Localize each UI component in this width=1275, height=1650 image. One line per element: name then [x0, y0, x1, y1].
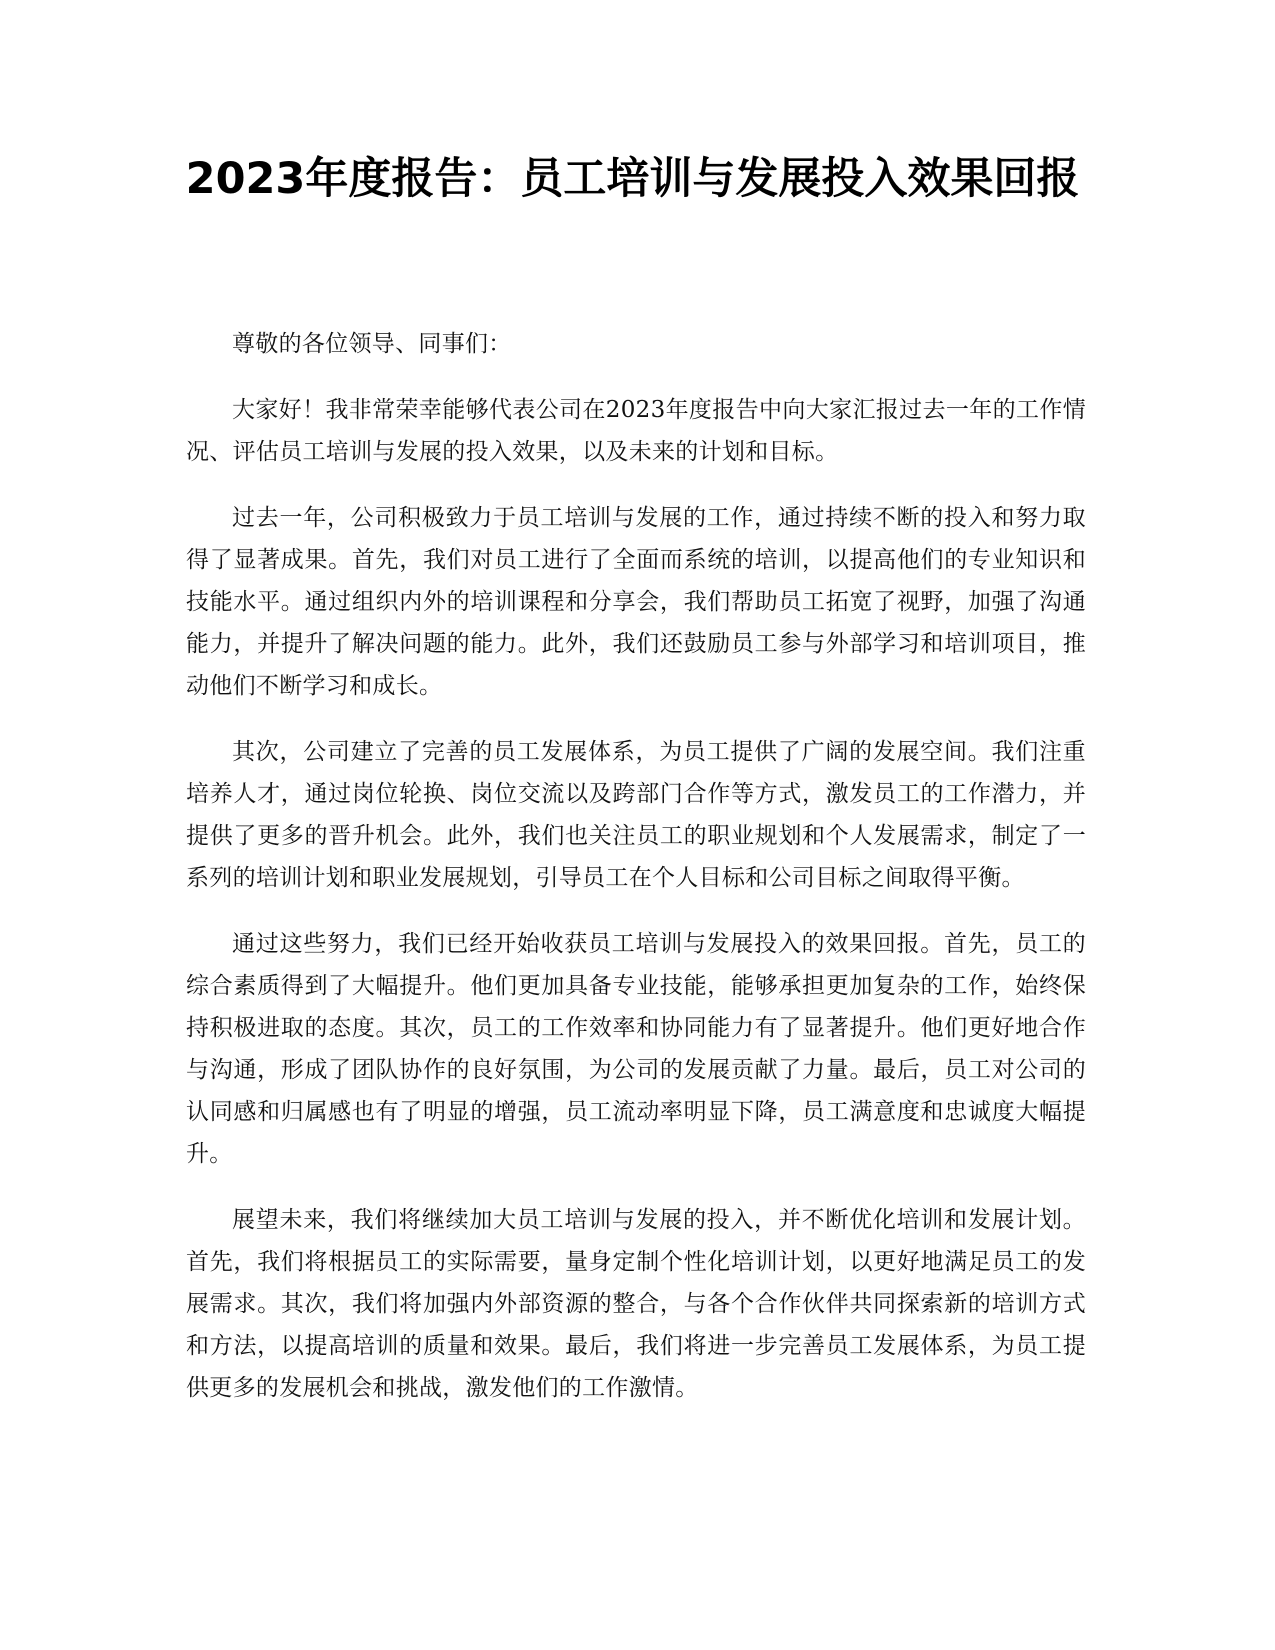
paragraph-returns: 通过这些努力，我们已经开始收获员工培训与发展投入的效果回报。首先，员工的综合素质得到了大幅提升。他们更加具备专业技能，能够承担更加复杂的工作，始终保持积极进取的态度。其次，员工的工作效率和协同能力有了显著提升。他们更好地合作与沟通，形成了团队协作的良好氛围，为公司的发展贡献了力量。最后，员工对公司的认同感和归属感也有了明显的增强，员工流动率明显下降，员工满意度和忠诚度大幅提升。 [186, 931, 1086, 1167]
paragraph-training: 过去一年，公司积极致力于员工培训与发展的工作，通过持续不断的投入和努力取得了显著成果。首先，我们对员工进行了全面而系统的培训，以提高他们的专业知识和技能水平。通过组织内外的培训课程和分享会，我们帮助员工拓宽了视野，加强了沟通能力，并提升了解决问题的能力。此外，我们还鼓励员工参与外部学习和培训项目，推动他们不断学习和成长。 [186, 505, 1086, 699]
document-title: 2023年度报告：员工培训与发展投入效果回报 [185, 154, 1080, 204]
paragraph-intro: 大家好！我非常荣幸能够代表公司在2023年度报告中向大家汇报过去一年的工作情况、评估员工培训与发展的投入效果，以及未来的计划和目标。 [186, 397, 1086, 465]
document-body [186, 323, 1086, 1433]
paragraph-greeting: 尊敬的各位领导、同事们： [232, 331, 512, 357]
paragraph-development-system: 其次，公司建立了完善的员工发展体系，为员工提供了广阔的发展空间。我们注重培养人才，通过岗位轮换、岗位交流以及跨部门合作等方式，激发员工的工作潜力，并提供了更多的晋升机会。此外，我们也关注员工的职业规划和个人发展需求，制定了一系列的培训计划和职业发展规划，引导员工在个人目标和公司目标之间取得平衡。 [186, 739, 1086, 891]
paragraph-outlook: 展望未来，我们将继续加大员工培训与发展的投入，并不断优化培训和发展计划。首先，我们将根据员工的实际需要，量身定制个性化培训计划，以更好地满足员工的发展需求。其次，我们将加强内外部资源的整合，与各个合作伙伴共同探索新的培训方式和方法，以提高培训的质量和效果。最后，我们将进一步完善员工发展体系，为员工提供更多的发展机会和挑战，激发他们的工作激情。 [186, 1207, 1086, 1401]
